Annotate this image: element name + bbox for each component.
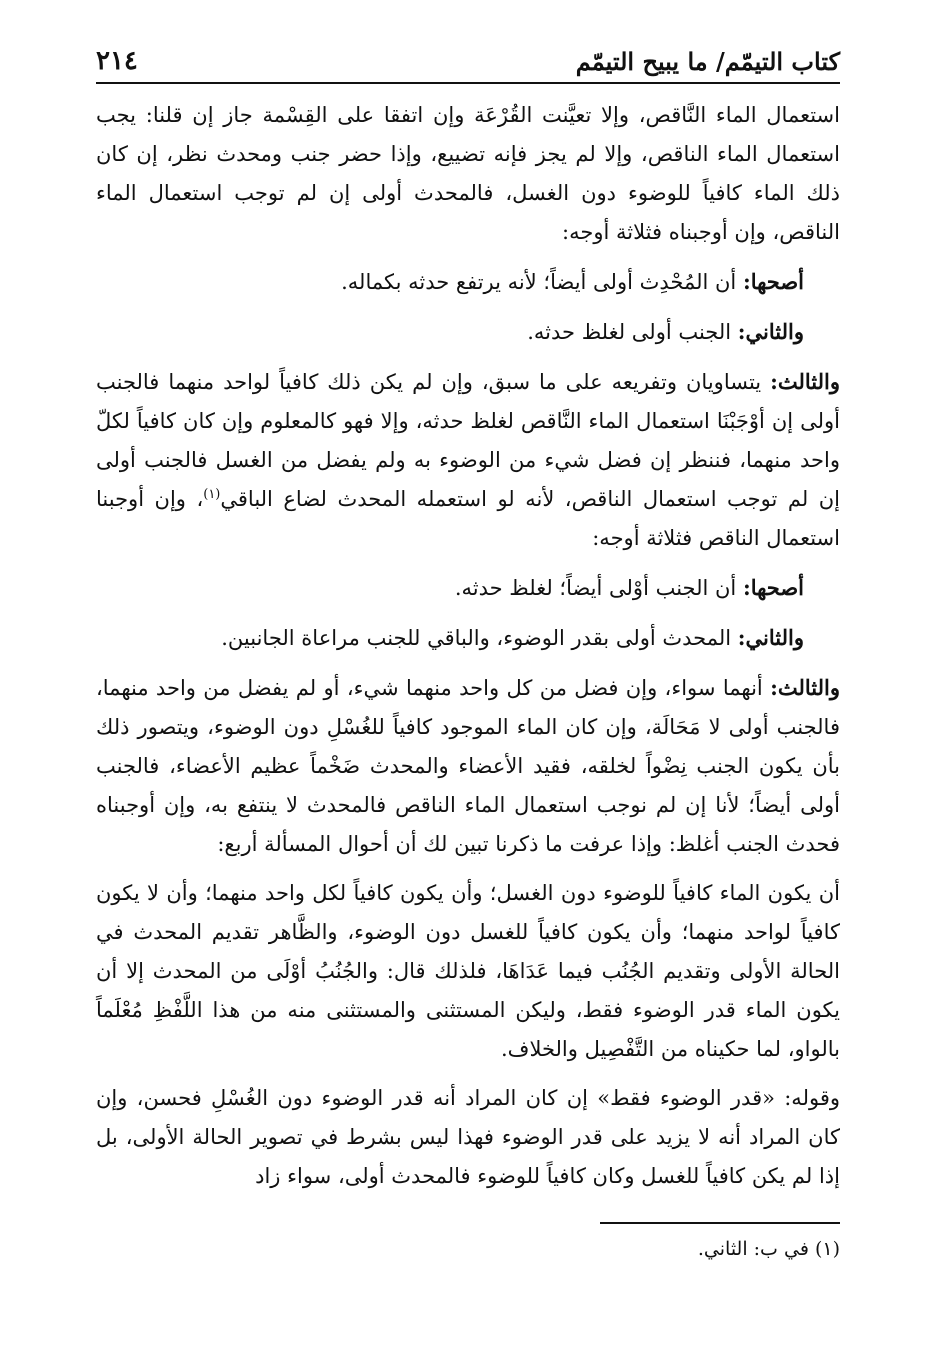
paragraph-lead: والثالث: (770, 675, 840, 700)
paragraph-2: أصحها: أن المُحْدِث أولى أيضاً؛ لأنه يرتفع حدثه بكماله. (341, 269, 804, 294)
paragraph-1: استعمال الماء النَّاقص، وإلا تعيَّنت القُرْعَة وإن اتفقا على القِسْمة جاز إن قلنا: يجب استعمال الماء الناقص، وإلا لم يجز فإنه تضييع، وإذا حضر جنب ومحدث نظر، إن كان ذلك الماء كافياً للوضوء دون الغسل، فالمحدث أولى إن لم توجب استعمال الماء الناقص، وإن أوجبناه فثلاثة أوجه: (96, 103, 840, 244)
running-title: كتاب التيمّم/ ما يبيح التيمّم (575, 47, 840, 76)
paragraph-9: وقوله: «قدر الوضوء فقط» إن كان المراد أنه قدر الوضوء دون الغُسْلِ فحسن، وإن كان المراد أنه لا يزيد على قدر الوضوء فهذا ليس بشرط في تصوير الحالة الأولى، بل إذا لم يكن كافياً للغسل وكان كافياً للوضوء فالمحدث أولى، سواء زاد (96, 1086, 840, 1188)
footnote-divider (600, 1222, 840, 1224)
paragraph-4: والثالث: يتساويان وتفريعه على ما سبق، وإن لم يكن ذلك كافياً لواحد منهما فالجنب أولى إن أوْجَبْنَا استعمال الماء النَّاقص لغلظ حدثه، وإلا فهو كالمعلوم وإن كان كافياً لكلّ واحد منهما، فننظر إن فضل شيء من الوضوء به ولم يفضل من الغسل فالجنب أولى إن لم توجب استعمال الناقص، لأنه لو استعمله المحدث لضاع الباقي$^{(١)}$، وإن أوجبنا استعمال الناقص فثلاثة أوجه: (96, 369, 840, 550)
paragraph-5: أصحها: أن الجنب أوْلى أيضاً؛ لغلظ حدثه. (454, 575, 804, 600)
body-text (96, 96, 840, 1206)
paragraph-lead: والثالث: (770, 369, 840, 394)
paragraph-7: والثالث: أنهما سواء، وإن فضل من كل واحد منهما شيء، أو لم يفضل من واحد منهما، فالجنب أولى لا مَحَالَة، وإن كان الماء الموجود كافياً للغُسْلِ دون الوضوء، ويتصور ذلك بأن يكون الجنب نِضْواً لخلقه، فقيد الأعضاء والمحدث ضَخْماً عظيم الأعضاء، فالجنب أولى أيضاً؛ لأنا إن لم نوجب استعمال الماء الناقص فالمحدث لا ينتفع به، وإن أوجبناه فحدث الجنب أغلظ: وإذا عرفت ما ذكرنا تبين لك أن أحوال المسألة أربع: (96, 675, 840, 856)
footnote: (١) في ب: الثاني. (697, 1238, 840, 1260)
paragraph-lead: والثاني: (737, 625, 804, 650)
page-header (96, 38, 840, 84)
paragraph-lead: والثاني: (737, 319, 804, 344)
paragraph-8: أن يكون الماء كافياً للوضوء دون الغسل؛ وأن يكون كافياً لكل واحد منهما؛ وأن لا يكون كافياً لواحد منهما؛ وأن يكون كافياً للغسل دون الوضوء، والظَّاهر تقديم المحدث في الحالة الأولى وتقديم الجُنُب فيما عَدَاهَا، فلذلك قال: والجُنُبُ أوْلَى من المحدث إلا أن يكون الماء قدر الوضوء فقط، وليكن المستثنى والمستثنى منه من هذا اللَّفْظِ مُعْلَماً بالواو، لما حكيناه من التَّفْصِيل والخلاف. (96, 881, 840, 1061)
paragraph-lead: أصحها: (742, 269, 804, 294)
footnote-ref: (١) (203, 487, 221, 502)
page-number: ٢١٤ (96, 46, 138, 76)
paragraph-lead: أصحها: (742, 575, 804, 600)
paragraph-6: والثاني: المحدث أولى بقدر الوضوء، والباقي للجنب مراعاة الجانبين. (221, 625, 804, 650)
paragraph-3: والثاني: الجنب أولى لغلظ حدثه. (527, 319, 804, 344)
